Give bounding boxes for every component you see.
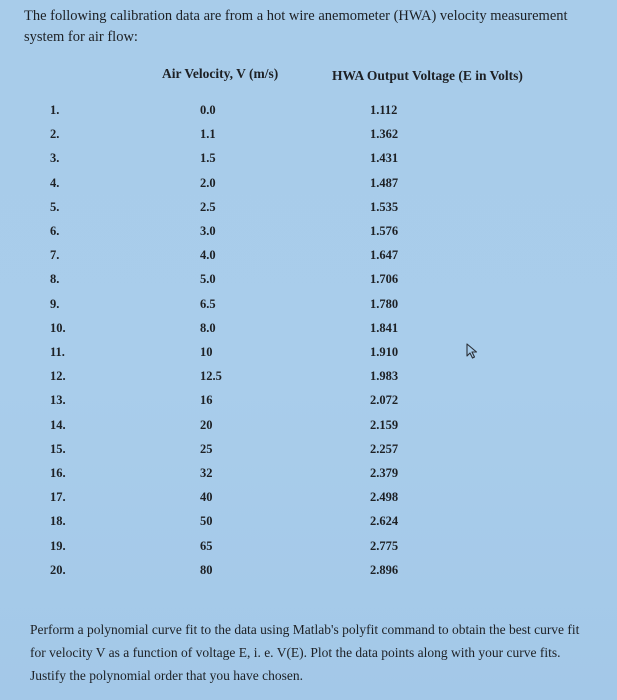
table-row: [0, 393, 617, 415]
row-index: 15.: [50, 441, 66, 456]
row-index: 20.: [50, 562, 66, 577]
velocity-value: 20: [200, 417, 213, 432]
voltage-value: 2.072: [370, 393, 399, 408]
velocity-value: 4.0: [200, 248, 216, 263]
row-index: 3.: [50, 151, 60, 166]
velocity-value: 32: [200, 466, 213, 480]
table-row: [0, 127, 617, 149]
table-row: [0, 297, 617, 319]
velocity-value: 1.5: [200, 151, 216, 166]
row-index: 11.: [50, 345, 65, 359]
velocity-value: 8.0: [200, 320, 216, 335]
row-index: 18.: [50, 514, 66, 529]
velocity-value: 12.5: [200, 369, 222, 384]
voltage-value: 2.896: [370, 562, 399, 577]
velocity-value: 0.0: [200, 103, 216, 117]
voltage-value: 1.431: [370, 151, 399, 166]
row-index: 5.: [50, 199, 60, 214]
row-index: 17.: [50, 490, 66, 505]
table-row: [0, 176, 617, 198]
row-index: 4.: [50, 175, 60, 190]
table-row: [0, 248, 617, 270]
voltage-value: 1.910: [370, 345, 399, 359]
table-row: [0, 418, 617, 440]
table-row: [0, 103, 617, 125]
voltage-value: 1.362: [370, 127, 399, 142]
table-row: [0, 442, 617, 464]
table-row: [0, 539, 617, 561]
intro-text: The following calibration data are from a hot wire anemometer (HWA) velocity measurement system for air flow:: [24, 8, 568, 45]
row-index: 7.: [50, 248, 60, 263]
voltage-value: 1.112: [370, 103, 398, 117]
voltage-value: 1.576: [370, 224, 399, 238]
row-index: 12.: [50, 369, 66, 384]
table-row: [0, 490, 617, 512]
table-row: [0, 200, 617, 222]
mouse-pointer-icon: [466, 343, 480, 359]
velocity-value: 50: [200, 514, 213, 529]
voltage-value: 2.159: [370, 417, 399, 432]
row-index: 13.: [50, 393, 66, 408]
table-row: [0, 563, 617, 585]
velocity-value: 2.0: [200, 175, 216, 190]
voltage-value: 1.647: [370, 248, 399, 263]
voltage-value: 2.379: [370, 466, 399, 480]
voltage-value: 2.498: [370, 490, 399, 505]
voltage-value: 2.775: [370, 538, 399, 553]
table-row: [0, 224, 617, 246]
voltage-value: 1.841: [370, 320, 399, 335]
voltage-value: 2.257: [370, 441, 399, 456]
row-index: 6.: [50, 224, 60, 238]
voltage-value: 1.780: [370, 296, 399, 311]
row-index: 19.: [50, 538, 66, 553]
row-index: 2.: [50, 127, 60, 142]
table-row: [0, 321, 617, 343]
table-row: [0, 466, 617, 488]
velocity-value: 40: [200, 490, 213, 505]
velocity-value: 5.0: [200, 272, 216, 287]
velocity-value: 3.0: [200, 224, 216, 238]
row-index: 16.: [50, 466, 66, 480]
row-index: 14.: [50, 417, 66, 432]
row-index: 10.: [50, 320, 66, 335]
voltage-value: 1.487: [370, 175, 399, 190]
header-air-velocity: Air Velocity, V (m/s): [162, 66, 279, 81]
table-row: [0, 514, 617, 536]
velocity-value: 16: [200, 393, 213, 408]
velocity-value: 1.1: [200, 127, 216, 142]
task-text: Perform a polynomial curve fit to the data using Matlab's polyfit command to obtain the best curve fit for velocity V as a function of voltage E, i. e. V(E). Plot the data points along with your curve fits. Justify the polynomial order that you have chosen.: [30, 622, 580, 683]
row-index: 8.: [50, 272, 60, 287]
voltage-value: 2.624: [370, 514, 399, 529]
voltage-value: 1.983: [370, 369, 399, 384]
table-row: [0, 369, 617, 391]
row-index: 1.: [50, 103, 60, 117]
table-row: [0, 272, 617, 294]
velocity-value: 25: [200, 441, 213, 456]
row-index: 9.: [50, 296, 60, 311]
velocity-value: 65: [200, 538, 213, 553]
table-row: [0, 151, 617, 173]
voltage-value: 1.706: [370, 272, 399, 287]
velocity-value: 2.5: [200, 199, 216, 214]
voltage-value: 1.535: [370, 199, 399, 214]
velocity-value: 6.5: [200, 296, 216, 311]
velocity-value: 10: [200, 345, 213, 359]
header-hwa-voltage: HWA Output Voltage (E in Volts): [332, 68, 523, 83]
table-row: [0, 345, 617, 367]
velocity-value: 80: [200, 562, 213, 577]
